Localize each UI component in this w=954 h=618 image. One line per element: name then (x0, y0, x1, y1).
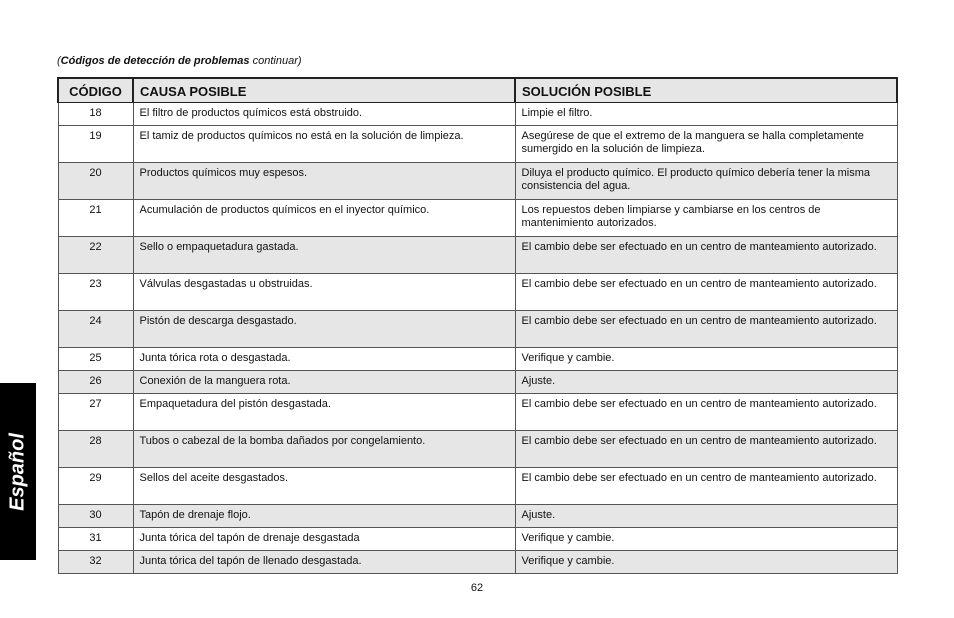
row-cause: Junta tórica del tapón de drenaje desgastada (133, 528, 515, 551)
row-cause: Sello o empaquetadura gastada. (133, 237, 515, 274)
table-row (58, 468, 897, 505)
row-code: 30 (58, 505, 133, 528)
table-row (58, 274, 897, 311)
header-solution: SOLUCIÓN POSIBLE (515, 78, 897, 103)
caption-open-paren: ( (57, 55, 61, 67)
row-code: 32 (58, 551, 133, 574)
row-code: 22 (58, 237, 133, 274)
row-cause: Sellos del aceite desgastados. (133, 468, 515, 505)
row-cause: Productos químicos muy espesos. (133, 163, 515, 200)
caption-continued: continuar) (249, 55, 302, 67)
row-cause: Pistón de descarga desgastado. (133, 311, 515, 348)
row-solution: Los repuestos deben limpiarse y cambiarse en los centros de mantenimiento autorizados. (515, 200, 897, 237)
row-solution: El cambio debe ser efectuado en un centro de manteamiento autorizado. (515, 274, 897, 311)
row-code: 27 (58, 394, 133, 431)
row-code: 19 (58, 126, 133, 163)
row-code: 18 (58, 103, 133, 126)
table-row (58, 200, 897, 237)
row-cause: El tamiz de productos químicos no está en la solución de limpieza. (133, 126, 515, 163)
row-code: 25 (58, 348, 133, 371)
table-row (58, 311, 897, 348)
caption-title: Códigos de detección de problemas (60, 55, 250, 67)
table-row (58, 103, 897, 126)
header-code: CÓDIGO (58, 78, 133, 103)
row-solution: Ajuste. (515, 371, 897, 394)
row-code: 21 (58, 200, 133, 237)
table-row (58, 431, 897, 468)
row-solution: Verifique y cambie. (515, 528, 897, 551)
row-solution: El cambio debe ser efectuado en un centro de manteamiento autorizado. (515, 468, 897, 505)
table-row (58, 394, 897, 431)
table-row (58, 237, 897, 274)
row-code: 31 (58, 528, 133, 551)
header-cause: CAUSA POSIBLE (133, 78, 515, 103)
row-solution: Limpie el filtro. (515, 103, 897, 126)
table-row (58, 505, 897, 528)
row-cause: El filtro de productos químicos está obstruido. (133, 103, 515, 126)
row-cause: Junta tórica del tapón de llenado desgastada. (133, 551, 515, 574)
troubleshooting-table (57, 77, 898, 574)
row-solution: Diluya el producto químico. El producto químico debería tener la misma consistencia del agua. (515, 163, 897, 200)
row-solution: El cambio debe ser efectuado en un centro de manteamiento autorizado. (515, 431, 897, 468)
row-cause: Válvulas desgastadas u obstruidas. (133, 274, 515, 311)
row-code: 29 (58, 468, 133, 505)
page-number: 62 (470, 582, 484, 594)
row-code: 23 (58, 274, 133, 311)
row-solution: El cambio debe ser efectuado en un centro de manteamiento autorizado. (515, 394, 897, 431)
row-cause: Tubos o cabezal de la bomba dañados por congelamiento. (133, 431, 515, 468)
table-row (58, 551, 897, 574)
row-cause: Tapón de drenaje flojo. (133, 505, 515, 528)
row-code: 26 (58, 371, 133, 394)
table-row (58, 126, 897, 163)
row-code: 20 (58, 163, 133, 200)
language-tab-label: Español (6, 432, 29, 511)
table-row (58, 371, 897, 394)
table-row (58, 348, 897, 371)
row-solution: El cambio debe ser efectuado en un centro de manteamiento autorizado. (515, 237, 897, 274)
row-cause: Conexión de la manguera rota. (133, 371, 515, 394)
table-caption (57, 55, 302, 67)
row-code: 24 (58, 311, 133, 348)
row-solution: Ajuste. (515, 505, 897, 528)
table-row (58, 163, 897, 200)
table-row (58, 528, 897, 551)
table-header-row (58, 78, 897, 103)
row-solution: El cambio debe ser efectuado en un centro de manteamiento autorizado. (515, 311, 897, 348)
row-solution: Verifique y cambie. (515, 348, 897, 371)
row-cause: Junta tórica rota o desgastada. (133, 348, 515, 371)
row-solution: Asegúrese de que el extremo de la manguera se halla completamente sumergido en la solución de limpieza. (515, 126, 897, 163)
row-cause: Empaquetadura del pistón desgastada. (133, 394, 515, 431)
row-cause: Acumulación de productos químicos en el inyector químico. (133, 200, 515, 237)
row-solution: Verifique y cambie. (515, 551, 897, 574)
language-tab (0, 383, 36, 560)
row-code: 28 (58, 431, 133, 468)
